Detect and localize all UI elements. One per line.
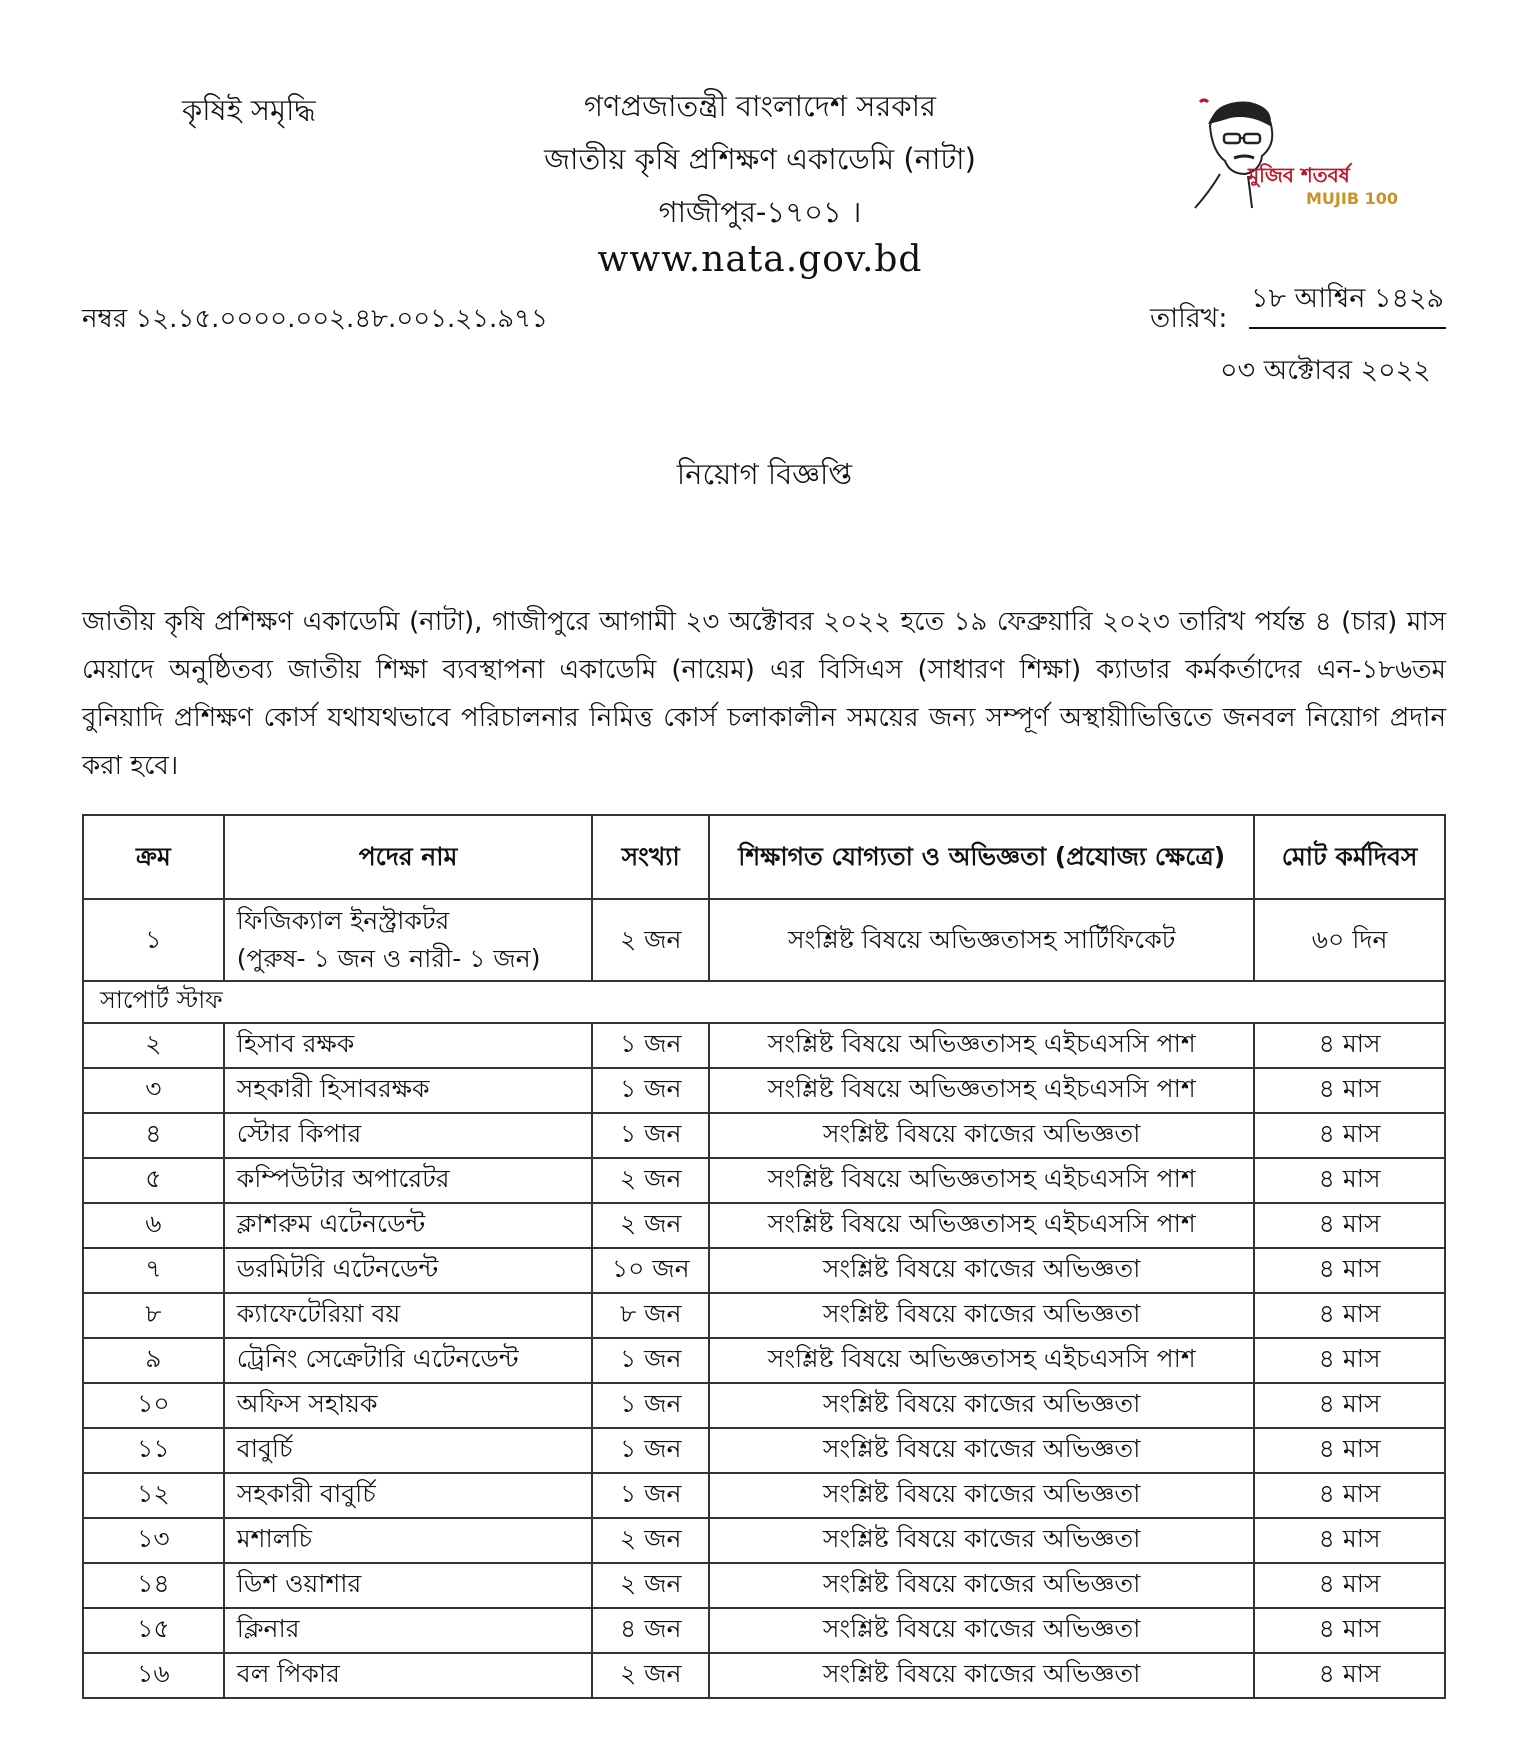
table-row — [83, 1113, 1445, 1158]
post-cell — [224, 899, 592, 981]
duration-cell: ৪ মাস — [1254, 1068, 1445, 1113]
serial-cell: ২ — [83, 1023, 224, 1068]
serial-cell: ৪ — [83, 1113, 224, 1158]
count-cell: ১০ জন — [592, 1248, 709, 1293]
count-cell: ২ জন — [592, 1653, 709, 1698]
serial-cell: ৯ — [83, 1338, 224, 1383]
duration-cell: ৪ মাস — [1254, 1158, 1445, 1203]
duration-cell: ৪ মাস — [1254, 1563, 1445, 1608]
count-cell: ৮ জন — [592, 1293, 709, 1338]
serial-cell: ১৬ — [83, 1653, 224, 1698]
serial-cell: ১৪ — [83, 1563, 224, 1608]
table-row — [83, 1158, 1445, 1203]
post-cell: হিসাব রক্ষক — [224, 1023, 592, 1068]
count-cell: ১ জন — [592, 1383, 709, 1428]
qualification-cell: সংশ্লিষ্ট বিষয়ে কাজের অভিজ্ঞতা — [709, 1563, 1254, 1608]
header-qualification: শিক্ষাগত যোগ্যতা ও অভিজ্ঞতা (প্রযোজ্য ক্ষেত্রে) — [709, 815, 1254, 899]
table-row — [83, 1068, 1445, 1113]
duration-cell: ৪ মাস — [1254, 1473, 1445, 1518]
table-row — [83, 1293, 1445, 1338]
post-cell: অফিস সহায়ক — [224, 1383, 592, 1428]
vacancy-table — [82, 814, 1446, 1699]
qualification-cell: সংশ্লিষ্ট বিষয়ে অভিজ্ঞতাসহ সার্টিফিকেট — [709, 899, 1254, 981]
duration-cell: ৪ মাস — [1254, 1113, 1445, 1158]
count-cell: ২ জন — [592, 1518, 709, 1563]
notice-title: নিয়োগ বিজ্ঞপ্তি — [676, 457, 853, 491]
count-cell: ৪ জন — [592, 1608, 709, 1653]
table-row — [83, 1518, 1445, 1563]
table-row — [83, 899, 1445, 981]
duration-cell: ৪ মাস — [1254, 1338, 1445, 1383]
duration-cell: ৪ মাস — [1254, 1203, 1445, 1248]
qualification-cell: সংশ্লিষ্ট বিষয়ে অভিজ্ঞতাসহ এইচএসসি পাশ — [709, 1023, 1254, 1068]
serial-cell: ৭ — [83, 1248, 224, 1293]
post-cell: ক্লিনার — [224, 1608, 592, 1653]
qualification-cell: সংশ্লিষ্ট বিষয়ে কাজের অভিজ্ঞতা — [709, 1383, 1254, 1428]
website-url: www.nata.gov.bd — [597, 239, 923, 280]
header-serial: ক্রম — [83, 815, 224, 899]
post-cell: ট্রেনিং সেক্রেটারি এটেনডেন্ট — [224, 1338, 592, 1383]
post-cell: ক্যাফেটেরিয়া বয় — [224, 1293, 592, 1338]
table-row — [83, 1203, 1445, 1248]
serial-cell: ৮ — [83, 1293, 224, 1338]
organization-name: জাতীয় কৃষি প্রশিক্ষণ একাডেমি (নাটা) — [544, 142, 976, 176]
mujib-100-logo — [1190, 96, 1398, 214]
post-cell: ক্লাশরুম এটেনডেন্ট — [224, 1203, 592, 1248]
post-cell: বাবুর্চি — [224, 1428, 592, 1473]
count-cell: ১ জন — [592, 1473, 709, 1518]
logo-text-bn: মুজিব শতবর্ষ — [1248, 163, 1350, 187]
logo-text-en: MUJIB 100 — [1306, 189, 1398, 208]
table-row — [83, 1653, 1445, 1698]
header-count: সংখ্যা — [592, 815, 709, 899]
qualification-cell: সংশ্লিষ্ট বিষয়ে কাজের অভিজ্ঞতা — [709, 1473, 1254, 1518]
count-cell: ১ জন — [592, 1338, 709, 1383]
duration-cell: ৪ মাস — [1254, 1248, 1445, 1293]
count-cell: ২ জন — [592, 1203, 709, 1248]
table-row — [83, 1383, 1445, 1428]
count-cell: ১ জন — [592, 1428, 709, 1473]
serial-cell: ১২ — [83, 1473, 224, 1518]
portrait-sketch-icon — [1195, 100, 1272, 208]
section-row — [83, 981, 1445, 1023]
qualification-cell: সংশ্লিষ্ট বিষয়ে কাজের অভিজ্ঞতা — [709, 1653, 1254, 1698]
post-cell: কম্পিউটার অপারেটর — [224, 1158, 592, 1203]
duration-cell: ৪ মাস — [1254, 1608, 1445, 1653]
post-note: (পুরুষ- ১ জন ও নারী- ১ জন) — [236, 944, 541, 973]
count-cell: ১ জন — [592, 1068, 709, 1113]
duration-cell: ৪ মাস — [1254, 1293, 1445, 1338]
table-row — [83, 1563, 1445, 1608]
count-cell: ২ জন — [592, 1158, 709, 1203]
government-name: গণপ্রজাতন্ত্রী বাংলাদেশ সরকার — [583, 89, 937, 123]
header-post: পদের নাম — [224, 815, 592, 899]
qualification-cell: সংশ্লিষ্ট বিষয়ে অভিজ্ঞতাসহ এইচএসসি পাশ — [709, 1158, 1254, 1203]
organization-address: গাজীপুর-১৭০১ । — [658, 195, 862, 229]
table-header-row — [83, 815, 1445, 899]
qualification-cell: সংশ্লিষ্ট বিষয়ে অভিজ্ঞতাসহ এইচএসসি পাশ — [709, 1203, 1254, 1248]
date-bangla: ১৮ আশ্বিন ১৪২৯ — [1249, 278, 1446, 329]
intro-paragraph: জাতীয় কৃষি প্রশিক্ষণ একাডেমি (নাটা), গাজীপুরে আগামী ২৩ অক্টোবর ২০২২ হতে ১৯ ফেব্রুয়ারি ২০২৩ তারিখ পর্যন্ত ৪ (চার) মাস মেয়াদে অনুষ্ঠিতব্য জাতীয় শিক্ষা ব্যবস্থাপনা একাডেমি (নায়েম) এর বিসিএস (সাধারণ শিক্ষা) ক্যাডার কর্মকর্তাদের এন-১৮৬তম বুনিয়াদি প্রশিক্ষণ কোর্স যথাযথভাবে পরিচালনার নিমিত্ত কোর্স চলাকালীন সময়ের জন্য সম্পূর্ণ অস্থায়ীভিত্তিতে জনবল নিয়োগ প্রদান করা হবে। — [82, 607, 1446, 781]
serial-cell: ৩ — [83, 1068, 224, 1113]
serial-cell: ১০ — [83, 1383, 224, 1428]
qualification-cell: সংশ্লিষ্ট বিষয়ে অভিজ্ঞতাসহ এইচএসসি পাশ — [709, 1068, 1254, 1113]
post-cell: ডিশ ওয়াশার — [224, 1563, 592, 1608]
serial-cell: ৬ — [83, 1203, 224, 1248]
qualification-cell: সংশ্লিষ্ট বিষয়ে কাজের অভিজ্ঞতা — [709, 1518, 1254, 1563]
post-name: ফিজিক্যাল ইনস্ট্রাকটর — [236, 906, 450, 935]
section-label: সাপোর্ট স্টাফ — [83, 981, 1445, 1023]
count-cell: ১ জন — [592, 1023, 709, 1068]
post-cell: বল পিকার — [224, 1653, 592, 1698]
post-cell: স্টোর কিপার — [224, 1113, 592, 1158]
duration-cell: ৪ মাস — [1254, 1023, 1445, 1068]
serial-cell: ১৩ — [83, 1518, 224, 1563]
count-cell: ২ জন — [592, 899, 709, 981]
duration-cell: ৪ মাস — [1254, 1383, 1445, 1428]
post-cell: সহকারী বাবুর্চি — [224, 1473, 592, 1518]
date-gregorian: ০৩ অক্টোবর ২০২২ — [1220, 355, 1431, 386]
duration-cell: ৪ মাস — [1254, 1518, 1445, 1563]
count-cell: ১ জন — [592, 1113, 709, 1158]
duration-cell: ৬০ দিন — [1254, 899, 1445, 981]
serial-cell: ১৫ — [83, 1608, 224, 1653]
letterhead — [480, 80, 1040, 239]
post-cell: ডরমিটরি এটেনডেন্ট — [224, 1248, 592, 1293]
serial-cell: ৫ — [83, 1158, 224, 1203]
table-row — [83, 1428, 1445, 1473]
qualification-cell: সংশ্লিষ্ট বিষয়ে কাজের অভিজ্ঞতা — [709, 1248, 1254, 1293]
date-label: তারিখ: — [1150, 303, 1228, 334]
qualification-cell: সংশ্লিষ্ট বিষয়ে কাজের অভিজ্ঞতা — [709, 1113, 1254, 1158]
duration-cell: ৪ মাস — [1254, 1653, 1445, 1698]
post-cell: সহকারী হিসাবরক্ষক — [224, 1068, 592, 1113]
table-row — [83, 1608, 1445, 1653]
memo-number: নম্বর ১২.১৫.০০০০.০০২.৪৮.০০১.২১.৯৭১ — [82, 304, 548, 334]
table-row — [83, 1248, 1445, 1293]
serial-cell: ১১ — [83, 1428, 224, 1473]
serial-cell: ১ — [83, 899, 224, 981]
qualification-cell: সংশ্লিষ্ট বিষয়ে কাজের অভিজ্ঞতা — [709, 1428, 1254, 1473]
duration-cell: ৪ মাস — [1254, 1428, 1445, 1473]
table-row — [83, 1473, 1445, 1518]
post-cell: মশালচি — [224, 1518, 592, 1563]
header-duration: মোট কর্মদিবস — [1254, 815, 1445, 899]
qualification-cell: সংশ্লিষ্ট বিষয়ে অভিজ্ঞতাসহ এইচএসসি পাশ — [709, 1338, 1254, 1383]
qualification-cell: সংশ্লিষ্ট বিষয়ে কাজের অভিজ্ঞতা — [709, 1293, 1254, 1338]
count-cell: ২ জন — [592, 1563, 709, 1608]
table-row — [83, 1023, 1445, 1068]
slogan: কৃষিই সমৃদ্ধি — [182, 93, 316, 127]
table-row — [83, 1338, 1445, 1383]
qualification-cell: সংশ্লিষ্ট বিষয়ে কাজের অভিজ্ঞতা — [709, 1608, 1254, 1653]
